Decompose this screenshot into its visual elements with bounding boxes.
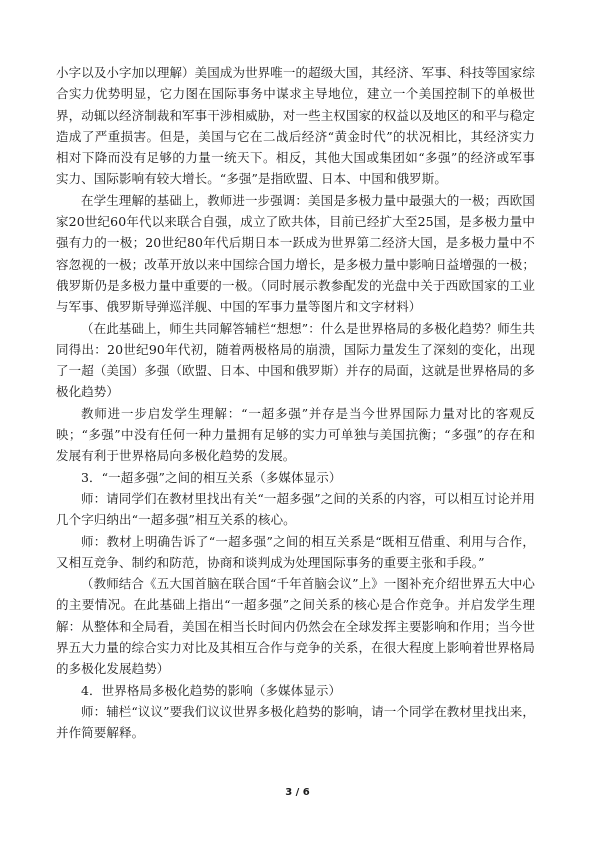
paragraph-6: 师：教材上明确告诉了“一超多强”之间的相互关系是“既相互借重、利用与合作，又相互竞争、制约和防范，协商和谈判成为处理国际事务的重要主张和手段。” (56, 533, 535, 570)
section-heading-3: 3．“一超多强”之间的相互关系（多媒体显示） (81, 469, 342, 485)
paragraph-4: 教师进一步启发学生理解：“一超多强”并存是当今世界国际力量对比的客观反映；“多强”中没有任何一种力量拥有足够的实力可单独与美国抗衡；“多强”的存在和发展有利于世界格局向多极化趋势的发展。 (56, 405, 535, 464)
paragraph-3: （在此基础上，师生共同解答辅栏“想想”：什么是世界格局的多极化趋势？师生共同得出：20世纪90年代初，随着两极格局的崩溃，国际力量发生了深刻的变化，出现了一超（美国）多强（欧盟、日本、中国和俄罗斯）并存的局面，这就是世界格局的多极化趋势） (56, 320, 535, 400)
paragraph-5: 师：请同学们在教材里找出有关“一超多强”之间的关系的内容，可以相互讨论并用几个字归纳出“一超多强”相互关系的核心。 (56, 490, 535, 528)
paragraph-7: （教师结合《五大国首脑在联合国“千年首脑会议”上》一图补充介绍世界五大中心的主要情况。在此基础上指出“一超多强”之间关系的核心是合作竞争。并启发学生理解：从整体和全局看，美国在相当长时间内仍然会在全球发挥主要影响和作用；当今世界五大力量的综合实力对比及其相互合作与竞争的关系，在很大程度上影响着世界格局的多极化发展趋势） (56, 576, 535, 677)
document-body (56, 62, 535, 744)
paragraph-1: 小字以及小字加以理解）美国成为世界唯一的超级大国，其经济、军事、科技等国家综合实力优势明显，它力图在国际事务中谋求主导地位，建立一个美国控制下的单极世界，动辄以经济制裁和军事干涉相威胁，对一些主权国家的权益以及地区的和平与稳定造成了严重损害。但是，美国与它在二战后经济“黄金时代”的状况相比，其经济实力相对下降而没有足够的力量一统天下。相反，其他大国或集团如“多强”的经济或军事实力、国际影响有较大增长。“多强”是指欧盟、日本、中国和俄罗斯。 (56, 65, 535, 187)
section-heading-4: 4．世界格局多极化趋势的影响（多媒体显示） (81, 682, 342, 698)
page-number: 3 / 6 (285, 787, 310, 798)
paragraph-2: 在学生理解的基础上，教师进一步强调：美国是多极力量中最强大的一极；西欧国家20世纪60年代以来联合自强，成立了欧共体，目前已经扩大至25国，是多极力量中强有力的一极；20世纪80年代后期日本一跃成为世界第二经济大国，是多极力量中不容忽视的一极；改革开放以来中国综合国力增长，是多极力量中影响日益增强的一极；俄罗斯仍是多极力量中重要的一极。（同时展示教参配发的光盘中关于西欧国家的工业与军事、俄罗斯导弹巡洋舰、中国的军事力量等图片和文字材料） (56, 192, 535, 315)
paragraph-8: 师：辅栏“议议”要我们议议世界多极化趋势的影响，请一个同学在教材里找出来，并作简要解释。 (56, 703, 535, 741)
